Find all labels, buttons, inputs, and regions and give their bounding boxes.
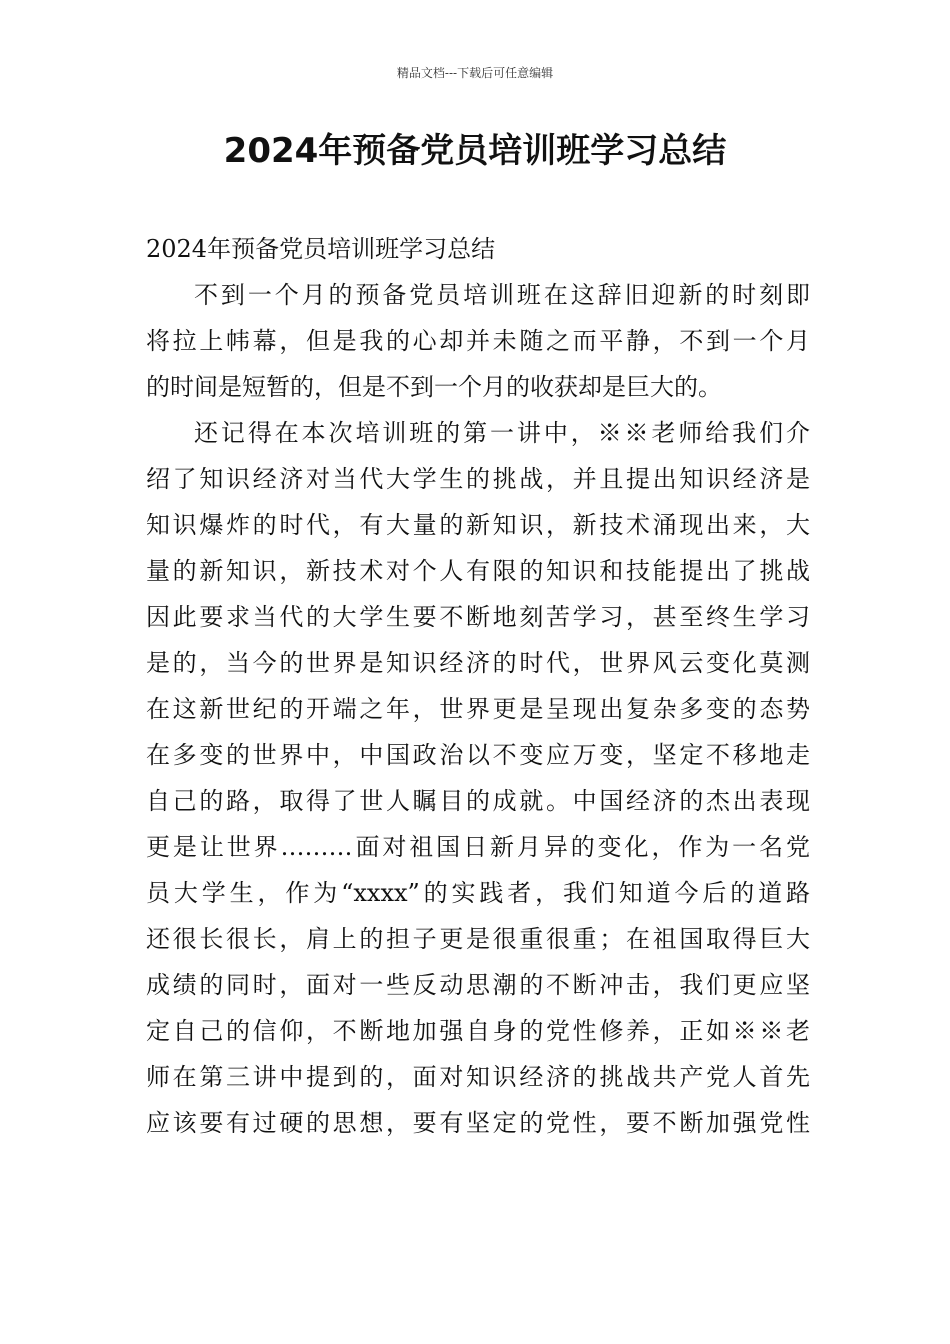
paragraph-line: 的时间是短暂的，但是不到一个月的收获却是巨大的。 — [146, 373, 722, 401]
paragraph-line: 量的新知识，新技术对个人有限的知识和技能提出了挑战 — [146, 557, 810, 585]
paragraph-line: 成绩的同时，面对一些反动思潮的不断冲击，我们更应坚 — [146, 971, 810, 999]
document-title: 2024年预备党员培训班学习总结 — [223, 131, 727, 171]
document-body — [146, 226, 810, 1192]
paragraph-1 — [146, 272, 810, 410]
paragraph-line: 因此要求当代的大学生要不断地刻苦学习，甚至终生学习 — [146, 603, 810, 631]
paragraph-line — [146, 1146, 810, 1192]
paragraph-line: 不到一个月的预备党员培训班在这辞旧迎新的时刻即 — [194, 281, 810, 309]
paragraph-line: 是的，当今的世界是知识经济的时代，世界风云变化莫测 — [146, 649, 810, 677]
document-subtitle: 2024年预备党员培训班学习总结 — [146, 235, 496, 263]
paragraph-line: 还很长很长，肩上的担子更是很重很重；在祖国取得巨大 — [146, 925, 810, 953]
paragraph-line: 绍了知识经济对当代大学生的挑战，并且提出知识经济是 — [146, 465, 810, 493]
paragraph-line: 应该要有过硬的思想，要有坚定的党性，要不断加强党性 — [146, 1109, 810, 1137]
paragraph-line: 员大学生，作为“xxxx”的实践者，我们知道今后的道路 — [146, 879, 810, 907]
paragraph-line: 将拉上帏幕，但是我的心却并未随之而平静，不到一个月 — [146, 327, 810, 355]
paragraph-line: 更是让世界………面对祖国日新月异的变化，作为一名党 — [146, 833, 810, 861]
paragraph-line: 定自己的信仰，不断地加强自身的党性修养，正如※※老 — [146, 1017, 810, 1045]
paragraph-line: 知识爆炸的时代，有大量的新知识，新技术涌现出来，大 — [146, 511, 810, 539]
paragraph-line: 师在第三讲中提到的，面对知识经济的挑战共产党人首先 — [146, 1063, 810, 1091]
paragraph-line: 自己的路，取得了世人瞩目的成就。中国经济的杰出表现 — [146, 787, 810, 815]
paragraph-line: 还记得在本次培训班的第一讲中，※※老师给我们介 — [194, 419, 810, 447]
paragraph-line: 在多变的世界中，中国政治以不变应万变，坚定不移地走 — [146, 741, 810, 769]
paragraph-line: 在这新世纪的开端之年，世界更是呈现出复杂多变的态势 — [146, 695, 810, 723]
header-note: 精品文档---下载后可任意编辑 — [396, 66, 554, 80]
paragraph-2 — [146, 410, 810, 1192]
